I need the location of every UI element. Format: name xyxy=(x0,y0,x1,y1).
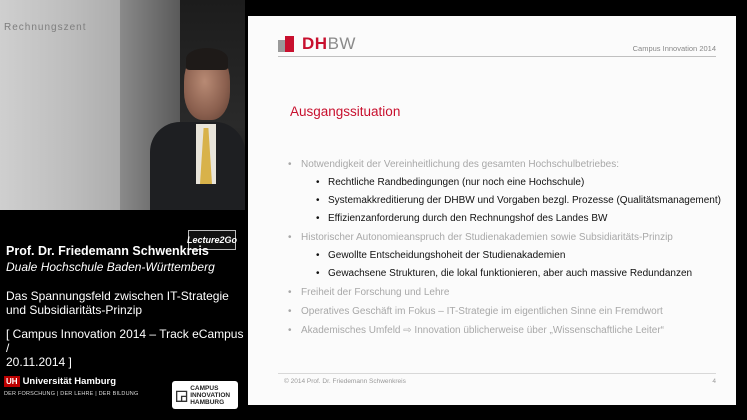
dhbw-logo-text: DHBW xyxy=(302,34,356,53)
lecture-info xyxy=(6,244,246,369)
event-line1: [ Campus Innovation 2014 – Track eCampus / xyxy=(6,327,244,355)
video-background-text: Rechnungszent xyxy=(4,22,87,33)
uhh-tagline: DER FORSCHUNG | DER LEHRE | DER BILDUNG xyxy=(4,391,139,397)
lecture2go-logo[interactable]: Lecture2Go xyxy=(188,230,236,250)
uhh-mark-icon: UH xyxy=(6,377,18,386)
presentation-slide xyxy=(248,16,736,405)
campus-logo-line2: INNOVATION xyxy=(190,391,231,399)
dhbw-logo xyxy=(278,34,356,54)
campus-logo-line3: HAMBURG xyxy=(190,398,225,406)
speaker-hair xyxy=(186,48,228,70)
talk-title xyxy=(6,289,246,317)
slide-header-event: Campus Innovation 2014 xyxy=(632,44,716,53)
campus-logo-text xyxy=(190,385,230,406)
slide-sub-bullet: • Gewachsene Strukturen, die lokal funktionieren, aber auch massive Redundanzen xyxy=(301,267,728,281)
slide-sub-bullet: • Gewollte Entscheidungshoheit der Studienakademien xyxy=(301,249,728,263)
slide-sub-bullet-list xyxy=(301,249,728,281)
slide-footer-divider xyxy=(278,373,716,374)
speaker-video[interactable] xyxy=(0,0,245,210)
slide-sub-bullet: • Effizienzanforderung durch den Rechnungshof des Landes BW xyxy=(301,212,728,226)
talk-title-line2: und Subsidiaritäts-Prinzip xyxy=(6,303,143,317)
slide-bullet xyxy=(288,305,728,319)
slide-bullet-text: Operatives Geschäft im Fokus – IT-Strategie im eigentlichen Sinne ein Fremdwort xyxy=(301,306,663,317)
slide-footer: © 2014 Prof. Dr. Friedemann Schwenkreis xyxy=(284,378,406,385)
speaker-institution: Duale Hochschule Baden-Württemberg xyxy=(6,260,215,274)
speaker-figure xyxy=(150,48,245,210)
campus-innovation-logo[interactable] xyxy=(172,381,238,409)
uhh-name: Universität Hamburg xyxy=(22,376,116,387)
slide-bullet-text: Akademisches Umfeld ⇨ Innovation üblicherweise über „Wissenschaftliche Leiter“ xyxy=(301,325,664,336)
event-line2: 20.11.2014 ] xyxy=(6,355,72,369)
slide-bullet xyxy=(288,231,728,281)
slide-title: Ausgangssituation xyxy=(290,104,401,119)
talk-title-line1: Das Spannungsfeld zwischen IT-Strategie xyxy=(6,289,229,303)
uhh-logo[interactable] xyxy=(4,376,138,397)
slide-bullet-list xyxy=(288,158,728,343)
slide-bullet-text: Historischer Autonomieanspruch der Studienakademien sowie Subsidiaritäts-Prinzip xyxy=(301,232,673,243)
slide-page-number: 4 xyxy=(712,378,716,385)
dhbw-logo-icon xyxy=(278,34,298,54)
slide-header-divider xyxy=(278,56,716,57)
campus-logo-line1: CAMPUS xyxy=(190,384,219,392)
slide-bullet xyxy=(288,286,728,300)
slide-bullet-text: Freiheit der Forschung und Lehre xyxy=(301,287,450,298)
event-info xyxy=(6,327,246,369)
slide-sub-bullet-list xyxy=(301,176,728,226)
speaker-name: Prof. Dr. Friedemann Schwenkreis xyxy=(6,244,209,258)
campus-logo-icon: ◲ xyxy=(175,386,189,403)
slide-bullet xyxy=(288,158,728,226)
slide-sub-bullet: • Systemakkreditierung der DHBW und Vorgaben bezgl. Prozesse (Qualitätsmanagement) xyxy=(301,194,728,208)
slide-bullet xyxy=(288,324,728,338)
slide-sub-bullet: • Rechtliche Randbedingungen (nur noch eine Hochschule) xyxy=(301,176,728,190)
slide-bullet-text: Notwendigkeit der Vereinheitlichung des gesamten Hochschulbetriebes: xyxy=(301,159,619,170)
